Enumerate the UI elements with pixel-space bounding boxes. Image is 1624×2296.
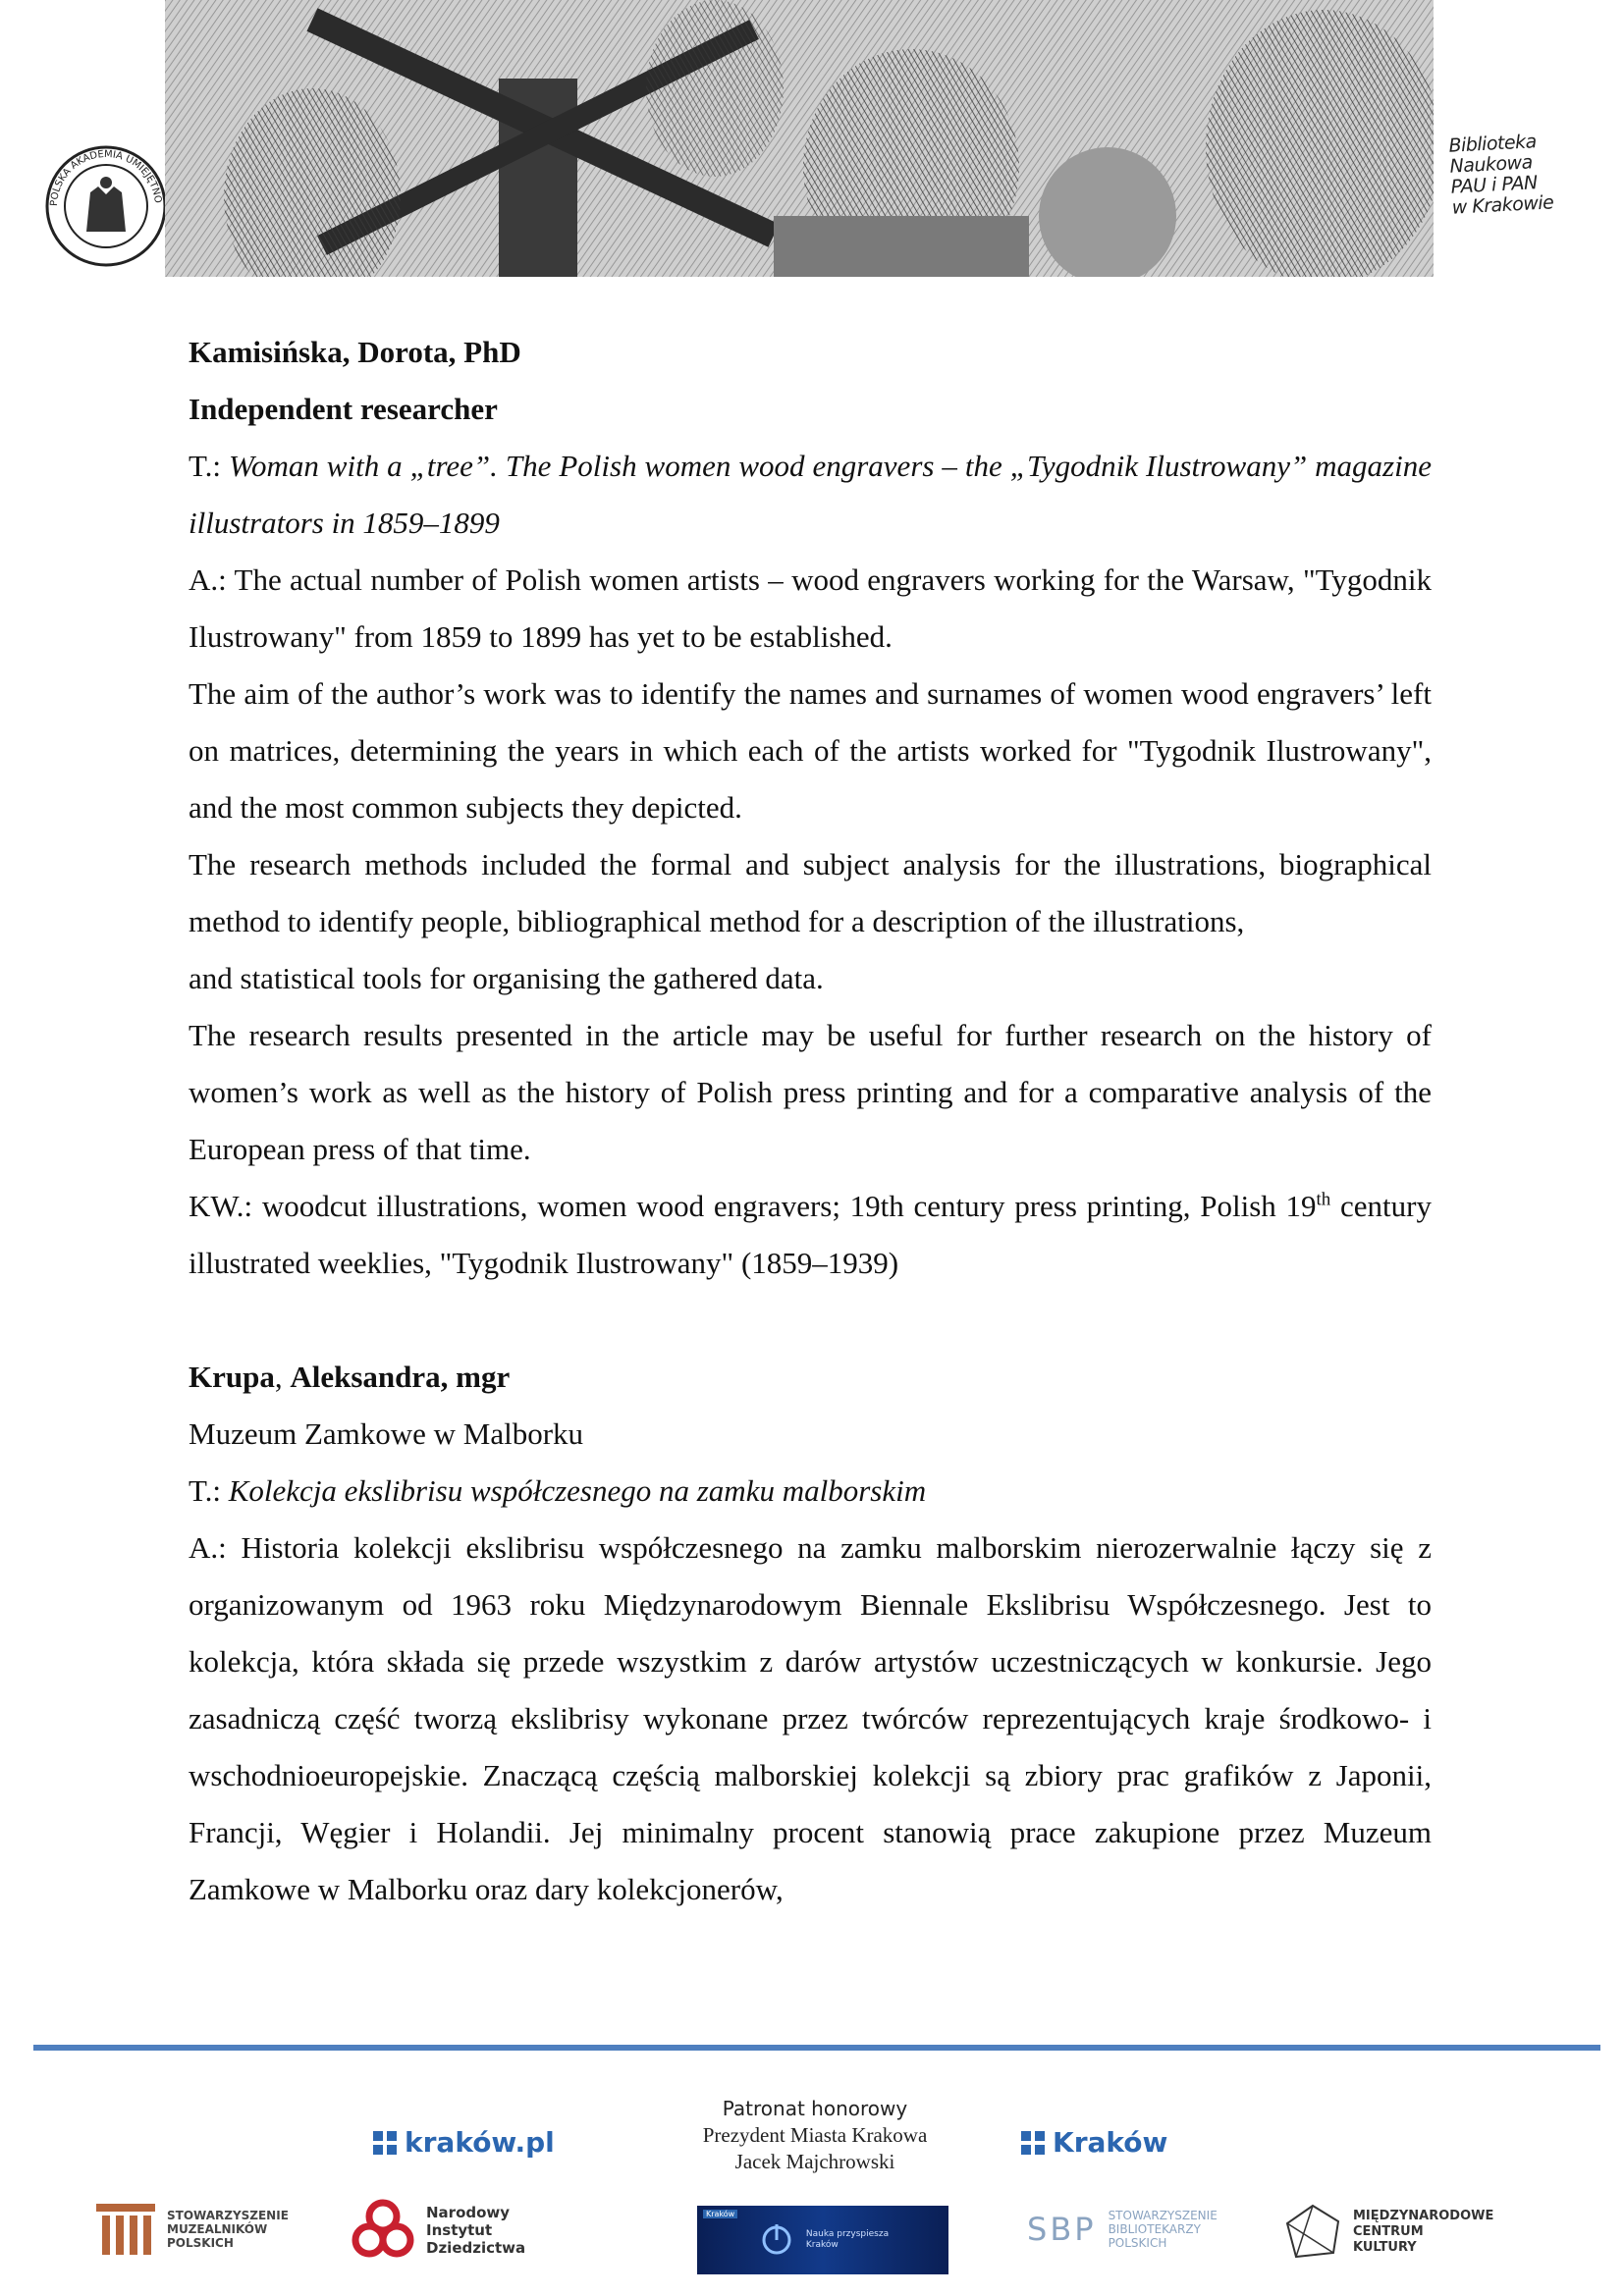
author-affiliation: Muzeum Zamkowe w Malborku [189, 1416, 584, 1451]
title-text: Kolekcja ekslibrisu współczesnego na zamku malborskim [228, 1473, 927, 1508]
keywords [189, 1178, 1432, 1292]
krakow-grid-icon [373, 2131, 397, 2155]
mck-label: MIĘDZYNARODOWE CENTRUM KULTURY [1353, 2209, 1494, 2255]
abstract-prefix: A.: [189, 1530, 227, 1565]
krakow-logo [1021, 2126, 1167, 2159]
nid-label: Narodowy Instytut Dziedzictwa [426, 2204, 526, 2257]
nid-logo [352, 2199, 525, 2262]
sbp-mark: SBP [1027, 2211, 1097, 2248]
keywords-prefix: KW.: [189, 1189, 253, 1223]
author-name: Kamisińska, Dorota, PhD [189, 335, 521, 369]
author-name [189, 1349, 1432, 1406]
krakow-science-banner [697, 2206, 948, 2274]
sbp-logo [1027, 2209, 1218, 2250]
mck-logo [1284, 2204, 1493, 2261]
abstract-paragraph: The research results presented in the article may be useful for further research on the history of women’s work as well as the history of Polish press printing and for a comparative analysis of the European press of that time. [189, 1018, 1432, 1166]
patronage-title: Patronat honorowy [722, 2097, 908, 2120]
spp-label: STOWARZYSZENIE MUZEALNIKÓW POLSKICH [167, 2209, 289, 2250]
krakow-label: Kraków [1053, 2126, 1168, 2159]
engraving-banner-image [165, 0, 1434, 277]
spp-columns-icon [96, 2204, 155, 2255]
thumb-badge: Kraków [703, 2210, 737, 2218]
krakow-pl-logo [373, 2126, 555, 2159]
mck-geometric-icon [1284, 2204, 1341, 2261]
honorary-patronage [648, 2096, 982, 2175]
abstract-prefix: A.: [189, 562, 227, 597]
patronage-line: Prezydent Miasta Krakowa [702, 2123, 928, 2147]
pau-seal-logo [43, 143, 169, 269]
abstract-paragraph: and statistical tools for organising the gathered data. [189, 961, 824, 995]
document-body [189, 324, 1432, 1918]
sbp-label: STOWARZYSZENIE BIBLIOTEKARZY POLSKICH [1108, 2209, 1218, 2250]
biblioteka-naukowa-logo: Biblioteka Naukowa PAU i PAN w Krakowie [1447, 131, 1554, 219]
title-prefix: T.: [189, 449, 221, 483]
author-given-name: Aleksandra, mgr [290, 1360, 511, 1394]
author-affiliation: Independent researcher [189, 392, 498, 426]
keywords-superscript: th [1316, 1189, 1331, 1210]
patronage-line: Jacek Majchrowski [734, 2150, 895, 2173]
keywords-text-cont: century illustrated weeklies, "Tygodnik Ilustrowany" (1859–1939) [189, 1189, 1432, 1280]
seal-text: POLSKA AKADEMIA UMIEJĘTNO [48, 148, 164, 207]
paper-title [189, 1463, 1432, 1520]
abstract-paragraph [189, 552, 1432, 666]
abstract-paragraph: The aim of the author’s work was to identify the names and surnames of women wood engravers’ left on matrices, determining the years in which each of the artists worked for "Tygodnik Ilustrowany", and the most common subjects they depicted. [189, 676, 1432, 825]
title-prefix: T.: [189, 1473, 221, 1508]
title-text: Woman with a „tree”. The Polish women wood engravers – the „Tygodnik Ilustrowany” magazine illustrators in 1859–1899 [189, 449, 1432, 540]
spp-logo [96, 2204, 289, 2255]
paper-title [189, 438, 1432, 552]
abstract-paragraph [189, 1520, 1432, 1918]
author-name-separator: , [274, 1360, 291, 1394]
nid-trefoil-icon [352, 2199, 414, 2262]
author-surname: Krupa [189, 1360, 275, 1394]
keywords-text: woodcut illustrations, women wood engravers; 19th century press printing, Polish 19 [261, 1189, 1317, 1223]
footer-divider [33, 2045, 1600, 2051]
krakow-pl-label: kraków.pl [405, 2126, 555, 2159]
power-icon [757, 2220, 796, 2260]
abstract-text: Historia kolekcji ekslibrisu współczesnego na zamku malborskim nierozerwalnie łączy się z organizowanym od 1963 roku Międzynarodowym Biennale Ekslibrisu Współczesnego. Jest to kolekcja, która składa się przede wszystkim z darów artystów uczestniczących w konkursie. Jego zasadniczą część tworzą ekslibrisy wykonane przez twórców reprezentujących kraje środkowo- i wschodnioeuropejskie. Znaczącą częścią malborskiej kolekcji są zbiory prac grafików z Japonii, Francji, Węgier i Holandii. Jej minimalny procent stanowią prace zakupione przez Muzeum Zamkowe w Malborku oraz dary kolekcjonerów, [189, 1530, 1432, 1906]
entry-spacer [189, 1292, 1432, 1349]
thumb-text: Nauka przyspiesza Kraków [805, 2229, 890, 2250]
abstract-text: The actual number of Polish women artists – wood engravers working for the Warsaw, "Tygodnik Ilustrowany" from 1859 to 1899 has yet to be established. [189, 562, 1432, 654]
krakow-grid-icon [1021, 2131, 1045, 2155]
abstract-paragraph: The research methods included the formal and subject analysis for the illustrations, biographical method to identify people, bibliographical method for a description of the illustrations, [189, 847, 1432, 938]
